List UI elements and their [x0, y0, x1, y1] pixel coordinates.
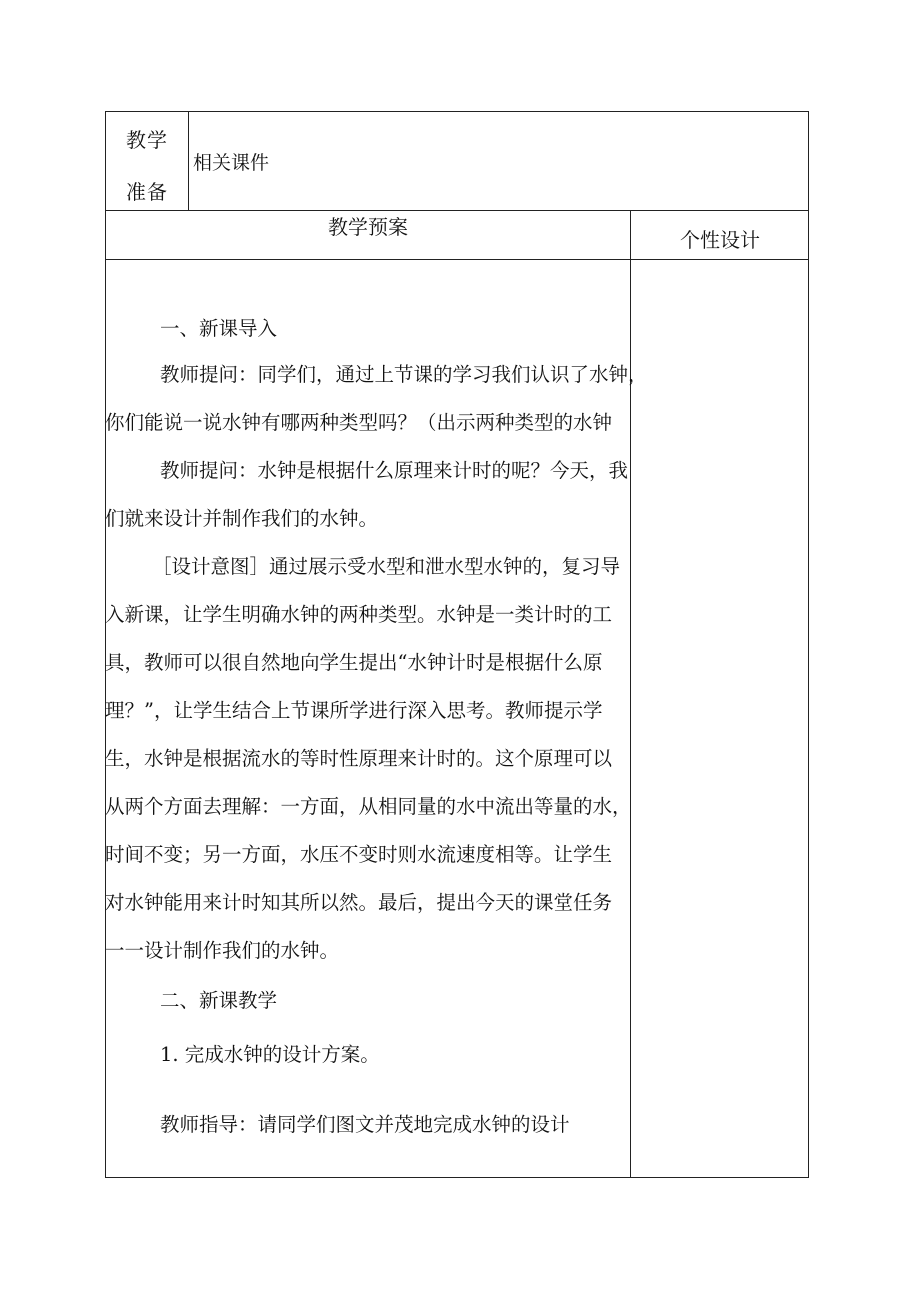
paragraph-line: 生，水钟是根据流水的等时性原理来计时的。这个原理可以 [105, 747, 613, 770]
paragraph-line: 对水钟能用来计时知其所以然。最后，提出今天的课堂任务 [105, 891, 613, 914]
paragraph-line: 一一设计制作我们的水钟。 [105, 939, 340, 962]
section-heading: 二、新课教学 [160, 989, 278, 1012]
paragraph-line: ［设计意图］通过展示受水型和泄水型水钟的，复习导 [152, 555, 621, 578]
prep-divider [188, 111, 189, 210]
paragraph-line: 教师提问：同学们，通过上节课的学习我们认识了水钟， [160, 363, 648, 386]
row-divider-1 [105, 210, 809, 211]
section-heading: 一、新课导入 [160, 317, 278, 340]
paragraph-line: 1. 完成水钟的设计方案。 [160, 1043, 380, 1066]
lesson-table [105, 111, 809, 1178]
paragraph-line: 从两个方面去理解：一方面，从相同量的水中流出等量的水， [105, 795, 632, 818]
paragraph-line: 教师指导：请同学们图文并茂地完成水钟的设计 [160, 1113, 570, 1136]
row-divider-2 [105, 259, 809, 260]
prep-label-line1: 教学 [126, 128, 168, 152]
paragraph-line: 教师提问：水钟是根据什么原理来计时的呢？今天，我 [160, 459, 629, 482]
paragraph-line: 具，教师可以很自然地向学生提出“水钟计时是根据什么原 [105, 651, 603, 674]
paragraph-line: 入新课，让学生明确水钟的两种类型。水钟是一类计时的工 [105, 603, 613, 626]
paragraph-line: 理？”，让学生结合上节课所学进行深入思考。教师提示学 [105, 699, 603, 722]
prep-label-line2: 准备 [126, 180, 168, 204]
paragraph-line: 你们能说一说水钟有哪两种类型吗？（出示两种类型的水钟 [105, 411, 613, 434]
prep-value: 相关课件 [193, 152, 270, 174]
column-divider [630, 210, 631, 1178]
paragraph-line: 时间不变；另一方面，水压不变时则水流速度相等。让学生 [105, 843, 613, 866]
prep-label [106, 112, 188, 210]
header-lesson-plan: 教学预案 [328, 215, 408, 239]
paragraph-line: 们就来设计并制作我们的水钟。 [105, 507, 379, 530]
header-personal-design: 个性设计 [680, 228, 760, 252]
